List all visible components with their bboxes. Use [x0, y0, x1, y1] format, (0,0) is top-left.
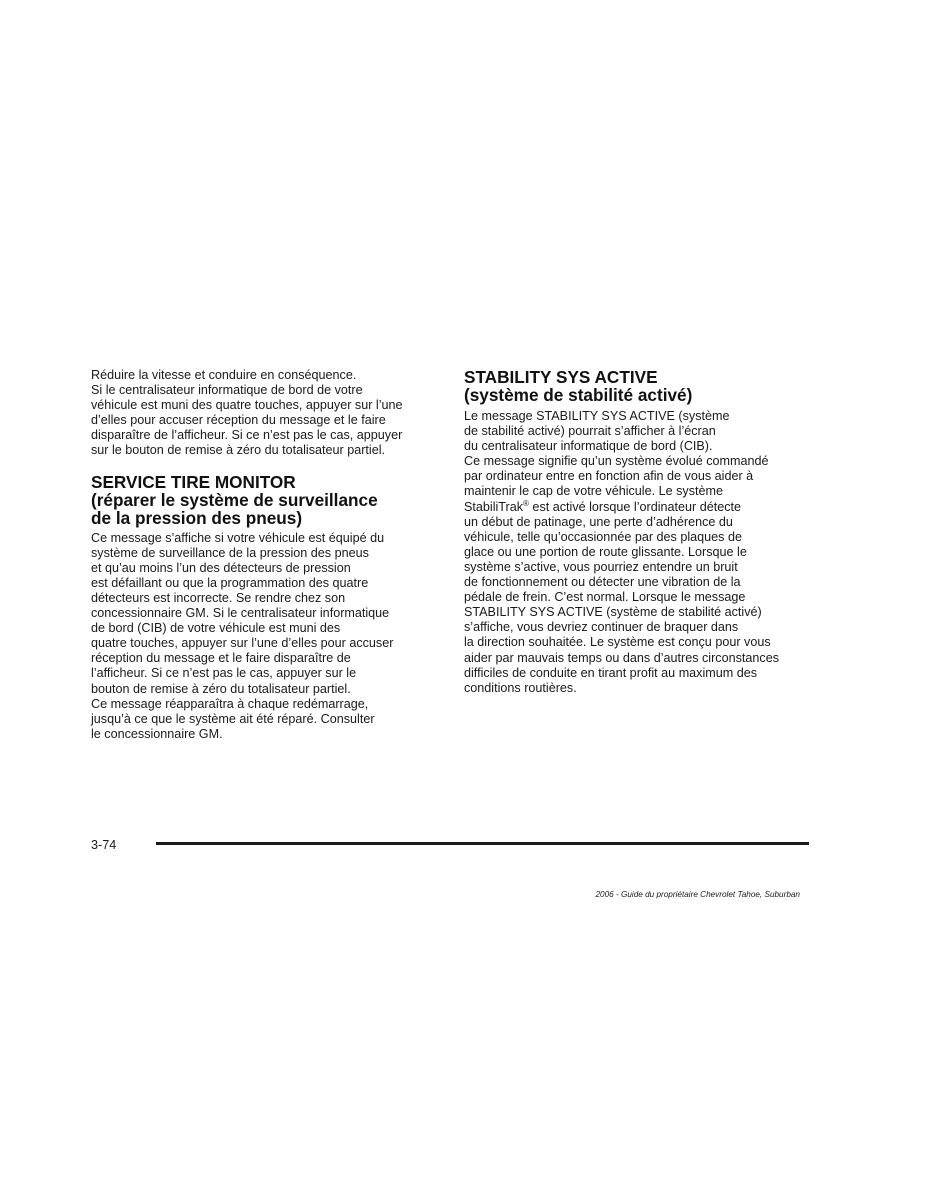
- heading-line: SERVICE TIRE MONITOR: [91, 471, 296, 492]
- stability-sys-active-heading: [464, 368, 814, 404]
- paragraph-text: Ce message signifie qu’un système évolué commandé par ordinateur entre en fonction afin de vous aider à maintenir le cap de votre véhicule. Le système StabiliTrak: [464, 454, 769, 514]
- registered-trademark-mark: ®: [523, 498, 529, 508]
- left-column: [91, 368, 441, 742]
- intro-paragraph: Réduire la vitesse et conduire en conséquence. Si le centralisateur informatique de bord de votre véhicule est muni des quatre touches, appuyer sur l’une d’elles pour accuser réception du message et le faire disparaître de l’afficheur. Si ce n’est pas le cas, appuyer sur le bouton de remise à zéro du totalisateur partiel.: [91, 368, 403, 458]
- service-tire-monitor-heading: [91, 473, 441, 527]
- heading-line: de la pression des pneus): [91, 507, 303, 528]
- heading-line: (réparer le système de surveillance: [91, 489, 378, 510]
- right-column: [464, 368, 814, 696]
- stability-description-paragraph: [464, 454, 814, 696]
- service-tire-monitor-paragraph: Ce message s’affiche si votre véhicule est équipé du système de surveillance de la pression des pneus et qu’au moins l’un des détecteurs de pression est défaillant ou que la programmation des quatre détecteurs est incorrecte. Se rendre chez son concessionnaire GM. Si le centralisateur informatique de bord (CIB) de votre véhicule est muni des quatre touches, appuyer sur l’une d’elles pour accuser réception du message et le faire disparaître de l’afficheur. Si ce n’est pas le cas, appuyer sur le bouton de remise à zéro du totalisateur partiel.: [91, 530, 394, 696]
- paragraph-text: est activé lorsque l’ordinateur détecte un début de patinage, une perte d’adhérence du véhicule, telle qu’occasionnée par des plaques de glace ou une portion de route glissante. Lorsque le système s’active, vous pourriez entendre un bruit de fonctionnement ou détecter une vibration de la pédale de frein. C’est normal. Lorsque le message STABILITY SYS ACTIVE (système de stabilité activé) s’affiche, vous devriez continuer de braquer dans la direction souhaitée. Le système est conçu pour vous aider par mauvais temps ou dans d’autres circonstances difficiles de conduite en tirant profit au maximum des conditions routières.: [464, 499, 780, 695]
- page-number: 3-74: [91, 838, 117, 852]
- service-tire-monitor-followup-paragraph: Ce message réapparaîtra à chaque redémarrage, jusqu’à ce que le système ait été réparé. Consulter le concessionnaire GM.: [91, 696, 375, 741]
- heading-line: (système de stabilité activé): [464, 385, 693, 405]
- stability-intro-paragraph: Le message STABILITY SYS ACTIVE (système de stabilité activé) pourrait s’afficher à l’écran du centralisateur informatique de bord (CIB).: [464, 409, 730, 454]
- footer-divider: [156, 842, 809, 845]
- heading-line: STABILITY SYS ACTIVE: [464, 367, 658, 387]
- publication-title: 2006 - Guide du propriétaire Chevrolet Tahoe, Suburban: [595, 890, 800, 899]
